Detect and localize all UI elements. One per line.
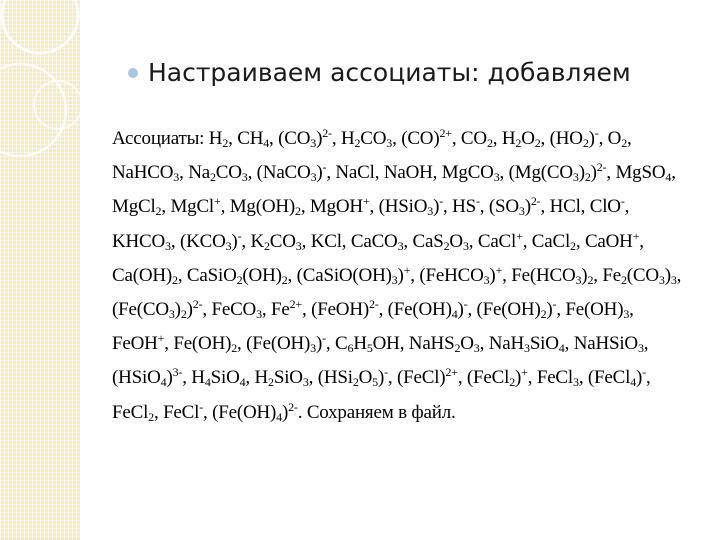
bullet-item — [128, 58, 631, 87]
formula-line: (HSiO$_4$)$^{3-}$, $H_4SiO_4$, $H_2SiO_3$, $(HSi_2O_5)^-$, (FeCl)$^{2+}$, (FeCl$_2$)+, FeCl$_3$, (FeCl$_4$)-, — [112, 365, 651, 390]
formula-line: MgCl$_2$, MgCl+, $Mg(OH)_2$, MgOH+, (HSiO$_3$)-, HS-, $(SO_3)^{2-}$, HCl, ClO-, — [112, 194, 630, 219]
formula-line: FeOH+, $Fe(OH)_2$, $(Fe(OH)_3)^-$, $C_6H_5OH$, $NaHS_2O_3$, NaH$_3$SiO$_4$, NaHSiO$_3$, — [112, 331, 649, 356]
decorative-swirl — [0, 0, 80, 540]
formula-list — [112, 122, 692, 430]
formula-line: $KHCO_3$, $(KCO_3)^-$, $K_2CO_3$, KCl, CaCO$_3$, $CaS_2O_3$, CaCl+, CaCl$_2$, CaOH+, — [112, 228, 644, 253]
formula-line: Ассоциаты: $H_2$, $CH_4$, $(CO_3)^{2-}$, $H_2CO_3$, (CO)$^{2+}$, $CO_2$, $H_2O_2$, $(HO_2)^-$, $O_2$, — [112, 126, 632, 150]
formula-line: NaHCO$_3$, $Na_2CO_3$, (NaCO$_3$)-, NaCl, NaOH, MgCO$_3$, $(Mg(CO_3)_2)^{2-}$, MgSO$_4$, — [112, 160, 676, 185]
formula-line: $Ca(OH)_2$, $CaSiO_2(OH)_2$, $(CaSiO(OH)_3)^+$, (FeHCO$_3$)+, $Fe(HCO_3)_2$, $Fe_2(CO_3)_3$, — [112, 262, 682, 287]
bullet-dot-icon — [128, 68, 138, 78]
formula-line: FeCl$_2$, FeCl-, $(Fe(OH)_4)^{2-}$. Сохраняем в файл. — [112, 399, 456, 424]
formula-line: $(Fe(CO_3)_2)^{2-}$, FeCO$_3$, $Fe^{2+}$, (FeOH)$^{2-}$, $(Fe(OH)_4)^-$, $(Fe(OH)_2)^-$, $Fe(OH)_3$, — [112, 297, 634, 322]
decorative-side-band — [0, 0, 80, 540]
bullet-text: Настраиваем ассоциаты: добавляем — [148, 58, 631, 87]
